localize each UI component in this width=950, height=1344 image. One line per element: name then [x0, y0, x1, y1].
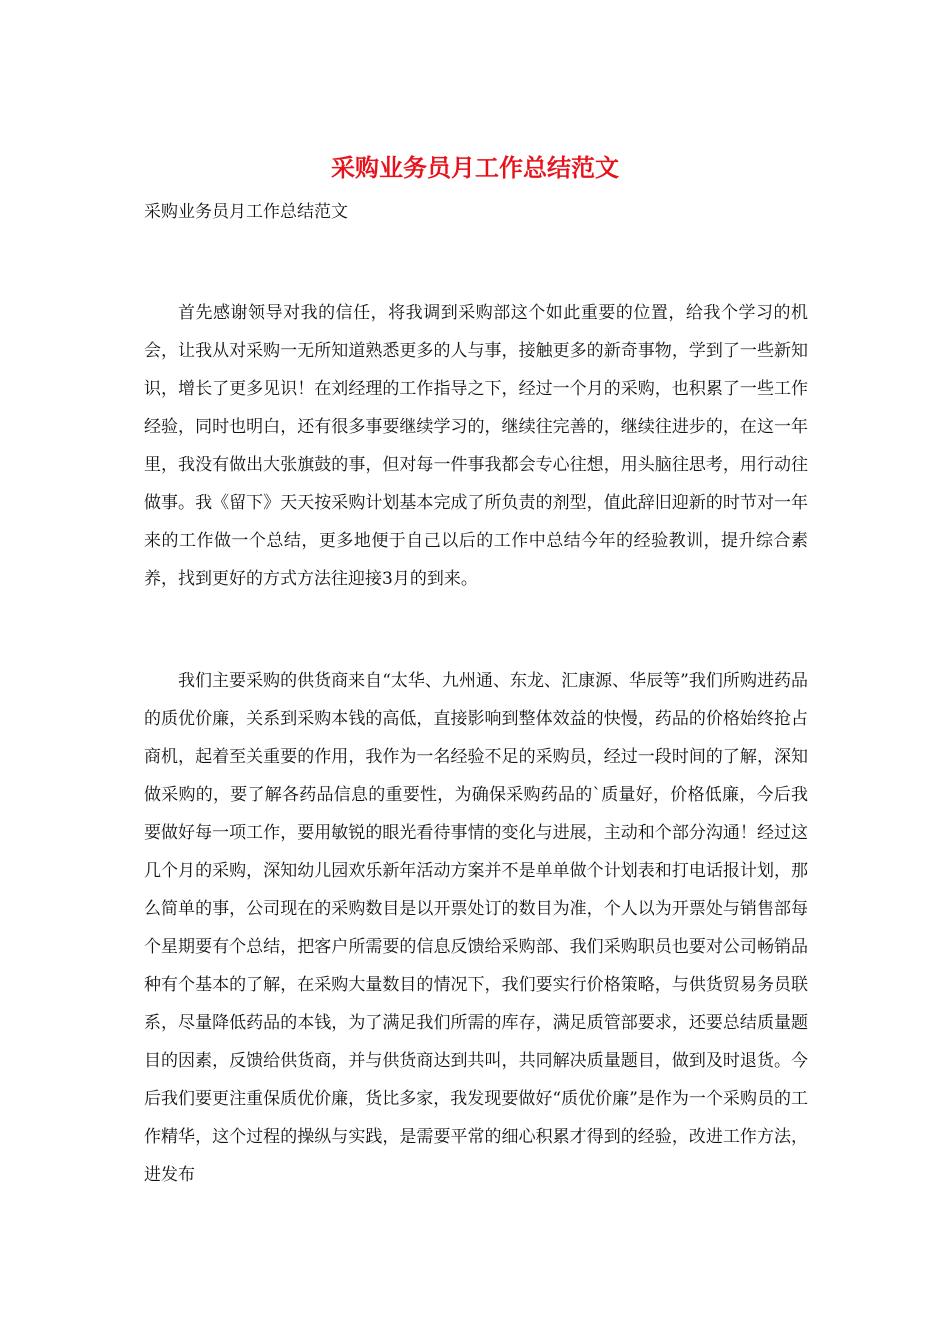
document-title: 采购业务员月工作总结范文 — [331, 153, 619, 182]
paragraph-2: 我们主要采购的供货商来自“太华、九州通、东龙、汇康源、华辰等”我们所购进药品的质优价廉，关系到采购本钱的高低，直接影响到整体效益的快慢，药品的价格始终抢占商机，起着至关重要的作用，我作为一名经验不足的采购员，经过一段时间的了解，深知做采购的，要了解各药品信息的重要性，为确保采购药品的`质量好，价格低廉，今后我要做好每一项工作，要用敏锐的眼光看待事情的变化与进展，主动和个部分沟通！经过这几个月的采购，深知幼儿园欢乐新年活动方案并不是单单做个计划表和打电话报计划，那么简单的事，公司现在的采购数目是以开票处订的数目为准，个人以为开票处与销售部每个星期要有个总结，把客户所需要的信息反馈给采购部、我们采购职员也要对公司畅销品种有个基本的了解，在采购大量数目的情况下，我们要实行价格策略，与供货贸易务员联系，尽量降低药品的本钱，为了满足我们所需的库存，满足质管部要求，还要总结质量题目的因素，反馈给供货商，并与供货商达到共叫，共同解决质量题目，做到及时退货。今后我们要更注重保质优价廉，货比多家，我发现要做好“质优价廉”是作为一个采购员的工作精华，这个过程的操纵与实践，是需要平常的细心积累才得到的经验，改进工作方法，进发布 — [144, 671, 808, 1185]
document-subtitle: 采购业务员月工作总结范文 — [144, 202, 348, 222]
paragraph-1: 首先感谢领导对我的信任，将我调到采购部这个如此重要的位置，给我个学习的机会，让我从对采购一无所知道熟悉更多的人与事，接触更多的新奇事物，学到了一些新知识，增长了更多见识！在刘经理的工作指导之下，经过一个月的采购，也积累了一些工作经验，同时也明白，还有很多事要继续学习的，继续往完善的，继续往进步的，在这一年里，我没有做出大张旗鼓的事，但对每一件事我都会专心往想，用头脑往思考，用行动往做事。我《留下》天天按采购计划基本完成了所负责的剂型，值此辞旧迎新的时节对一年来的工作做一个总结，更多地便于自己以后的工作中总结今年的经验教训，提升综合素养，找到更好的方式方法往迎接3月的到来。 — [144, 303, 808, 589]
